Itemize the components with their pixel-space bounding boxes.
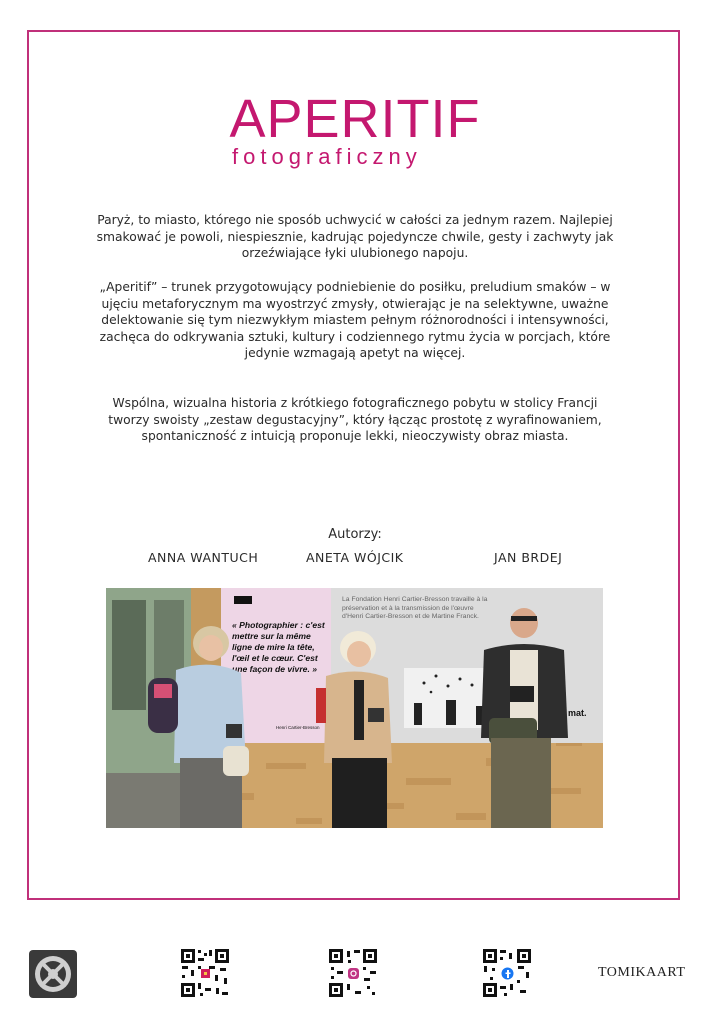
intro-paragraph-1 [95, 212, 615, 262]
paragraph-text: Paryż, to miasto, którego nie sposób uchwycić w całości za jednym razem. Najlepiej smakować je powoli, niespiesznie, kadrując pojedyncze chwile, gesty i zachwyty jak orzeźwiające łyki ulubionego napoju. [96, 213, 614, 261]
wall-text-fragment: mat. [568, 708, 587, 718]
wall-quote-author: Henri Cartier-Bresson [276, 725, 320, 730]
club-logo-icon [29, 950, 77, 998]
qr-code-instagram-icon[interactable] [328, 948, 378, 998]
wall-quote: « Photographier : c'est mettre sur la même ligne de mire la tête, l'œil et le cœur. C'est une façon de vivre. » [232, 620, 325, 674]
brand-logo: TOMIKAART [598, 965, 686, 980]
group-photo [106, 588, 603, 828]
wall-info-text: La Fondation Henri Cartier-Bresson travaille à la préservation et à la transmission de l'œuvre d'Henri Cartier-Bresson et de Martine Franck. [342, 596, 488, 620]
author-name: ANNA WANTUCH [148, 550, 259, 565]
author-name: JAN BRDEJ [494, 550, 563, 565]
qr-code-icon[interactable] [180, 948, 230, 998]
intro-paragraph-3 [95, 395, 615, 445]
paragraph-text: Wspólna, wizualna historia z krótkiego fotograficznego pobytu w stolicy Francji tworzy swoisty „zestaw degustacyjny”, który łącząc prostotę z wyrafinowaniem, spontaniczność z intuicją proponuje lekki, nieoczywisty obraz miasta. [108, 396, 602, 444]
page-title: APERITIF [229, 89, 481, 149]
qr-code-facebook-icon[interactable] [482, 948, 532, 998]
authors-label: Autorzy: [328, 527, 382, 542]
paragraph-text: „Aperitif” – trunek przygotowujący podniebienie do posiłku, preludium smaków – w ujęciu metaforycznym ma wyostrzyć zmysły, otwierając je na selektywne, uważne delektowanie się tym niezwykłym miastem pełnym różnorodności i intensywności, zachęca do odkrywania sztuki, kultury i codziennego rytmu życia w porcjach, które jedynie wzmagają apetyt na więcej. [99, 280, 611, 361]
author-name: ANETA WÓJCIK [306, 550, 404, 565]
intro-paragraph-2 [95, 279, 615, 362]
page-subtitle: fotograficzny [232, 144, 422, 169]
